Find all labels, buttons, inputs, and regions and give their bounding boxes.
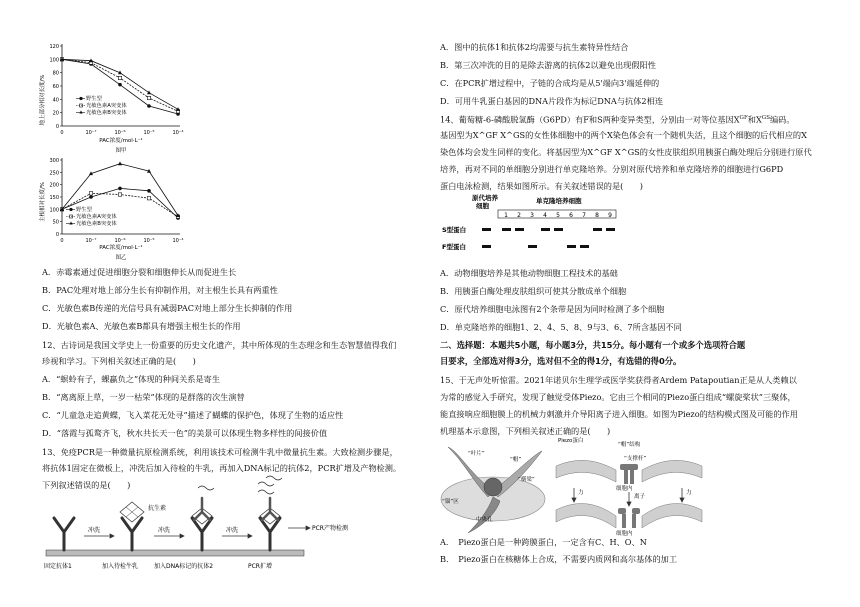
microplate-base [46,550,304,556]
q14-option-b: B．用胰蛋白酶处理皮肤组织可使其分散成单个细胞 [440,286,627,296]
piezo-cap-icon [484,478,502,496]
graph2-xtick: 10⁻⁶ [114,238,126,244]
graph1-ytick: 120 [49,44,59,50]
graph1-xtick: 10⁻⁷ [85,130,97,136]
q14-stem-3: 染色体均会发生同样的变化。将基因型为X^GF X^GS的女性皮肤组织用胰蛋白酶处理后分别进行原代 [440,147,812,157]
band-1-s [502,228,511,231]
q14-option-d: D．单克隆培养的细胞1、2、4、5、8、9与3、6、7所含基因不同 [440,322,682,332]
q13-option-c: C．在PCR扩增过程中，子链的合成均是从5'端向3'端延伸的 [440,78,660,88]
section-2-heading-1: 二、选择题：本题共5小题，每小题3分，共15分。每小题有一个或多个选项符合题 [440,340,746,350]
q14-sup-gs: GS [761,115,770,121]
band-6-f [567,245,576,248]
immuno-pcr-figure [44,498,394,596]
antibody-2-icon [194,498,278,520]
graph2-point-1-3 [147,197,150,200]
gel-lane-6: 6 [569,212,573,219]
step-label-3: 加入DNA标记的抗体2 [154,563,214,570]
pcr-detect-label: PCR产物检测 [312,525,348,532]
gel-lane-5: 5 [556,212,560,219]
band-7-f [580,245,589,248]
graph2-xtick: 0 [60,238,64,244]
graph1-xtick: 10⁻⁶ [114,130,126,136]
q12-option-a: A．“螟蛉有子，蜾蠃负之”体现的种间关系是寄生 [42,374,221,384]
q13-option-b: B．第三次冲洗的目的是除去游离的抗体2以避免出现假阳性 [440,60,656,70]
g2-xlabel: PAC浓度/mol·L⁻¹ [99,245,143,251]
step-label-4: PCR扩增 [248,563,272,570]
g1-xlabel: PAC浓度/mol·L⁻¹ [99,138,143,144]
q12-option-c: C．“儿童急走追黄蝶，飞入菜花无处寻”描述了蝴蝶的保护色，体现了生物的适应性 [42,410,344,420]
q13-stem-2: 将抗体1固定在微板上，冲洗后加入待检的牛乳，再加入DNA标记的抗体2，PCR扩增及产物检测。 [42,463,402,473]
band-3-f [528,245,537,248]
g1-legend-0: 野生型 [86,96,102,102]
fig-inside-label-1: 细胞内 [616,486,633,492]
q13-stem-1: 13、免疫PCR是一种微量抗原检测系统，利用该技术可检测牛乳中微量抗生素。大致检测步骤是， [42,447,398,457]
g2-legend-2: 光敏色素B突变体 [76,221,117,227]
graph2-ytick: 150 [49,195,59,201]
q11-option-b: B．PAC处理对地上部分生长有抑制作用，对主根生长具有两重性 [42,285,278,295]
graph2-ytick: 200 [49,182,59,189]
gel-s-label: S型蛋白 [442,226,467,234]
q13-option-d: D．可用牛乳蛋白基因的DNA片段作为标记DNA与抗体2相连 [440,96,663,106]
q15-stem-4: 机理基本示意图，下列相关叙述正确的是( ) [440,426,611,436]
graph2-point-0-2 [118,187,122,191]
graph1-ytick: 60 [52,84,59,90]
graph1-ytick: 20 [52,110,59,117]
graph1-point-1-2 [118,76,121,79]
band-2-s [515,228,524,231]
gel-lane-2: 2 [517,212,521,219]
graph2-point-1-1 [89,192,92,195]
band-9-s [606,228,615,231]
fig-anchor-label: “锚”区 [442,499,459,505]
antibiotic-label: 抗生素 [148,505,167,512]
graph2-xtick: 10⁻⁵ [143,238,155,244]
graph1-xtick: 0 [60,130,64,136]
graph2-ytick: 100 [49,207,59,214]
wash-label-2: 冲洗 [158,527,171,534]
gel-lane-7: 7 [582,212,586,219]
graph1-ytick: 80 [52,70,59,77]
graph2-ytick: 0 [55,232,59,238]
antibody-1-icon [54,518,280,550]
q15-stem-2: 为常的感觉入手研究，发现了触觉受体Piezo。它由三个相同的Piezo蛋白组成“螺旋桨状”三聚体， [440,392,796,402]
g2-legend-1: 光敏色素A突变体 [76,214,117,220]
band-5-s [554,228,563,231]
piezo-channel-open-icon [618,508,640,528]
g1-caption: 图甲 [115,148,127,154]
q15-option-a: A． Piezo蛋白是一种跨膜蛋白，一定含有C、H、O、N [440,537,647,547]
q11-option-c: C．光敏色素B传递的光信号具有减弱PAC对地上部分生长抑制的作用 [42,303,293,313]
q14-stem-1 [440,113,795,126]
graph2-xtick: 10⁻⁷ [85,238,97,244]
g1-legend-1: 光敏色素A突变体 [86,103,127,109]
section-2-heading-2: 目要求，全部选对得3分，选对但不全的得1分，有选错的得0分。 [440,356,682,366]
graph2-ytick: 300 [49,158,59,164]
q11-option-d: D．光敏色素A、光敏色素B都具有增强主根生长的作用 [42,321,241,331]
graph2-point-1-2 [118,193,121,196]
q13-stem-3: 下列叙述错误的是( ) [42,480,131,490]
fig-force-label-right: 力 [686,490,692,496]
graph2-point-2-2 [118,162,122,166]
q14-stem-1a: 14、葡萄糖-6-磷酸脱氢酶（G6PD）有F和S两种变异类型，分别由一对等位基因X [440,114,740,125]
g1-legend-2: 光敏色素B突变体 [86,110,127,116]
arrow-icon [84,526,310,538]
right-column [430,0,860,607]
q15-stem-1: 15、于无声处听惊雷。2021年诺贝尔生理学或医学奖获得者Ardem Patapoutian正是从人类赖以 [440,375,797,385]
figure-yi [38,152,188,264]
gel-lane-8: 8 [595,212,599,219]
graph2-xtick: 10⁻⁴ [172,238,184,244]
q12-stem-1: 12、古诗词是我国文学史上一份重要的历史文化遗产，其中所体现的生态理念和生态智慧值得我们 [42,340,397,350]
graph1-xtick: 10⁻⁵ [143,130,155,136]
q14-sup-gf: GF [739,115,748,121]
graph2-point-0-3 [147,189,151,193]
dna-label-icon [198,476,282,494]
step-label-1: 固定抗体1 [44,563,72,570]
step-label-2: 加入待检牛乳 [102,563,139,570]
gel-primary-label-2: 细胞 [476,202,489,210]
graph2-point-0-1 [89,195,93,199]
q14-stem-5: 蛋白电泳检测，结果如图所示。有关叙述错误的是( ) [440,181,643,191]
q14-stem-1b: 和X [747,114,762,125]
q15-stem-3: 能直接响应细胞膜上的机械力刺激并介导阳离子进入细胞。如图为Piezo的结构模式图及可能的作用 [440,409,798,419]
graph1-point-2-3 [147,90,151,94]
band-primary-f [482,245,491,248]
q15-option-b: B． Piezo蛋白在核糖体上合成，不需要内质网和高尔基体的加工 [440,554,678,564]
graph1-ytick: 0 [55,124,59,130]
gel-lane-4: 4 [543,212,547,219]
fig-beam-label: “横梁” [518,477,535,483]
q14-option-a: A．动物细胞培养是其他动物细胞工程技术的基础 [440,268,618,278]
gel-primary-label: 原代培养 [472,194,498,202]
fig-blade-label: “叶片” [468,451,485,457]
q13-option-a: A．图中的抗体1和抗体2均需要与抗生素特异性结合 [440,42,629,52]
q12-option-b: B．“离离原上草，一岁一枯荣”体现的是群落的次生演替 [42,392,245,402]
gel-f-label: F型蛋白 [442,243,466,251]
figure-jia [38,38,188,156]
graph1-point-1-3 [147,96,150,99]
band-4-s [541,228,550,231]
graph2-ytick: 250 [49,170,59,177]
q12-stem-2: 珍视和学习。下列相关叙述正确的是( ) [42,356,196,366]
fig-ion-label: 离子 [634,494,646,500]
graph1-ytick: 100 [49,57,59,64]
gel-electrophoresis-figure [440,192,640,262]
g2-ylabel: 主根相对长度/% [40,181,46,223]
q14-option-c: C．原代培养细胞电泳图有2个条带是因为同时检测了多个细胞 [440,304,665,314]
fig-cap-label: “帽” [510,457,522,463]
gel-mono-label: 单克隆培养细胞 [536,197,582,205]
q14-stem-4: 培养，再对不同的单细胞分别进行单克隆培养。分别对原代培养和单克隆培养的细胞进行G6PD [440,164,784,174]
fig-beam2-label: “支撑杆” [624,456,647,462]
g2-caption: 图乙 [115,255,127,261]
q11-option-a: A．赤霉素通过促进细胞分裂和细胞伸长从而促进生长 [42,267,237,277]
fig-inside-label-2: 细胞内 [616,531,633,537]
band-primary-s [482,228,491,231]
g1-legend [76,94,127,116]
graph1-xtick: 10⁻⁴ [172,130,184,136]
q12-option-d: D．“落霞与孤鹜齐飞，秋水共长天一色”的美景可以体现生物多样性的间接价值 [42,428,328,438]
fig-force-label-left: 力 [578,490,584,496]
q14-stem-2: 基因型为X^GF X^GS的女性体细胞中的两个X染色体会有一个随机失活，且这个细胞的后代相应的X [440,130,807,140]
piezo-channel-closed-icon [620,464,638,484]
gel-lane-9: 9 [608,212,612,219]
gel-bands [482,228,615,248]
g2-legend-0: 野生型 [76,207,92,213]
fig-piezo-label: Piezo蛋白 [558,438,584,444]
graph1-point-2-4 [176,107,180,111]
graph1-point-0-3 [147,104,151,108]
g1-ylabel: 地上部分相对长度/% [40,74,46,126]
piezo-mechanism-figure [554,436,704,536]
gel-lane-1: 1 [504,212,508,219]
q14-stem-1c: 编码。 [769,114,795,125]
graph1-point-0-2 [118,83,122,87]
band-8-s [593,228,602,231]
piezo-structure-figure [438,441,548,536]
gel-lane-3: 3 [530,212,534,219]
graph2-ytick: 50 [52,219,59,226]
g2-legend [66,205,117,227]
fig-hat-label: “帽”结构 [618,442,641,448]
graph1-ytick: 40 [52,97,59,104]
fig-pore-label: 中央孔 [476,517,493,523]
wash-label-1: 冲洗 [88,527,101,534]
wash-label-3: 冲洗 [226,527,239,534]
